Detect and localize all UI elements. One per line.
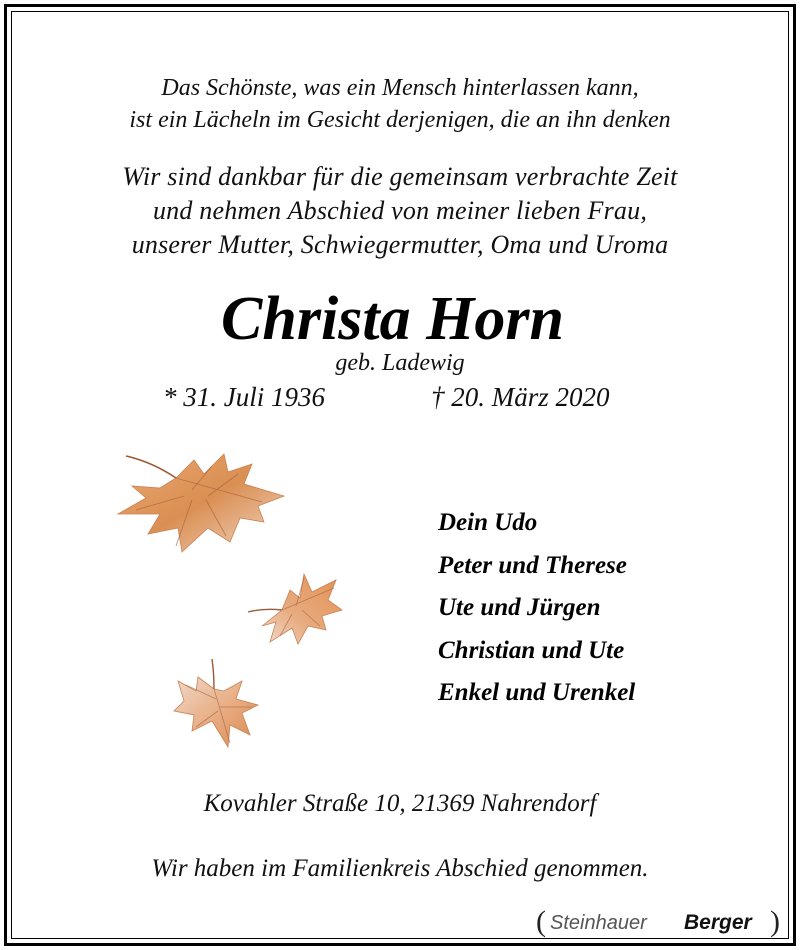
intro-line-3: unserer Mutter, Schwiegermutter, Oma und Uroma — [131, 230, 669, 259]
closing-text: Wir haben im Familienkreis Abschied genommen. — [151, 855, 649, 882]
quote-line-2: ist ein Lächeln im Gesicht derjenigen, die an ihn denken — [129, 107, 671, 133]
svg-text:(: ( — [536, 905, 546, 938]
mourner-name: Ute und Jürgen — [438, 594, 601, 621]
mourner-name: Dein Udo — [438, 509, 538, 536]
death-date: † 20. März 2020 — [431, 382, 610, 412]
svg-text:): ) — [770, 905, 780, 938]
maple-leaf-icon — [112, 450, 292, 560]
maple-leaf-icon — [246, 570, 346, 650]
logo-part-1: Steinhauer — [550, 912, 647, 934]
quote — [0, 72, 800, 136]
mourner-name: Christian und Ute — [438, 636, 625, 664]
quote-line-1: Das Schönste, was ein Mensch hinterlassen kann, — [161, 75, 639, 101]
mourners-list — [438, 502, 635, 715]
mourner-name: Enkel und Urenkel — [438, 679, 636, 706]
intro-line-1: Wir sind dankbar für die gemeinsam verbrachte Zeit — [122, 162, 678, 191]
birth-date: * 31. Juli 1936 — [163, 382, 325, 412]
maiden-name: geb. Ladewig — [335, 350, 465, 376]
logo-part-2: Berger — [684, 911, 752, 934]
address: Kovahler Straße 10, 21369 Nahrendorf — [203, 790, 597, 817]
publisher-logo — [534, 902, 784, 942]
deceased-name: Christa Horn — [221, 285, 564, 353]
intro-line-2: und nehmen Abschied von meiner lieben Frau, — [152, 196, 648, 225]
mourner-name: Peter und Therese — [438, 551, 627, 579]
intro-text — [0, 160, 800, 262]
maple-leaf-icon — [172, 655, 262, 755]
